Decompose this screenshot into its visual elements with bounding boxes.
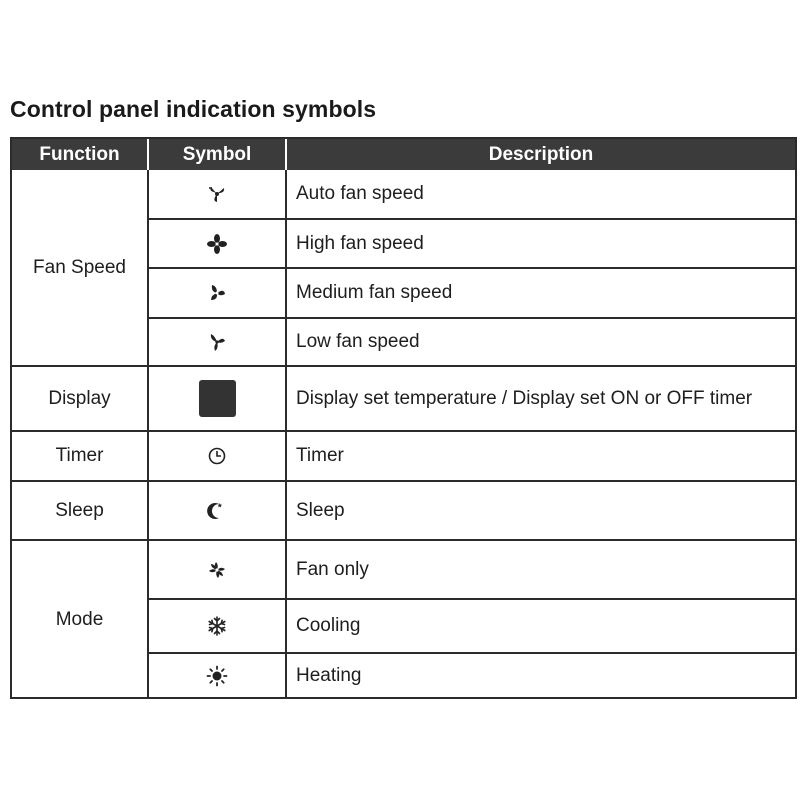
display-block-icon xyxy=(149,367,287,432)
moon-star-icon xyxy=(149,482,287,541)
description-medium-fan-speed: Medium fan speed xyxy=(287,269,795,319)
description-low-fan-speed: Low fan speed xyxy=(287,319,795,367)
description-sleep: Sleep xyxy=(287,482,795,541)
auto-fan-speed-icon xyxy=(149,170,287,220)
description-fan-only: Fan only xyxy=(287,541,795,600)
medium-fan-speed-icon xyxy=(149,269,287,319)
clock-icon xyxy=(149,432,287,482)
sun-icon xyxy=(149,654,287,698)
function-cell-mode: Mode xyxy=(12,541,149,698)
description-heating: Heating xyxy=(296,665,362,686)
description-high-fan-speed: High fan speed xyxy=(287,220,795,269)
function-cell-sleep: Sleep xyxy=(12,482,149,541)
fan-icon xyxy=(149,541,287,600)
symbols-table xyxy=(10,137,797,699)
column-header-symbol: Symbol xyxy=(149,139,287,170)
description-cooling: Cooling xyxy=(287,600,795,654)
column-header-function: Function xyxy=(12,139,149,170)
column-header-description: Description xyxy=(287,139,795,170)
function-cell-display: Display xyxy=(12,367,149,432)
description-display: Display set temperature / Display set ON or OFF timer xyxy=(287,367,795,432)
function-cell-fan-speed: Fan Speed xyxy=(12,170,149,367)
page-title: Control panel indication symbols xyxy=(10,96,377,122)
function-cell-timer: Timer xyxy=(12,432,149,482)
description-timer: Timer xyxy=(287,432,795,482)
description-auto-fan-speed: Auto fan speed xyxy=(287,170,795,220)
high-fan-speed-icon xyxy=(149,220,287,269)
snowflake-icon xyxy=(149,600,287,654)
low-fan-speed-icon xyxy=(149,319,287,367)
